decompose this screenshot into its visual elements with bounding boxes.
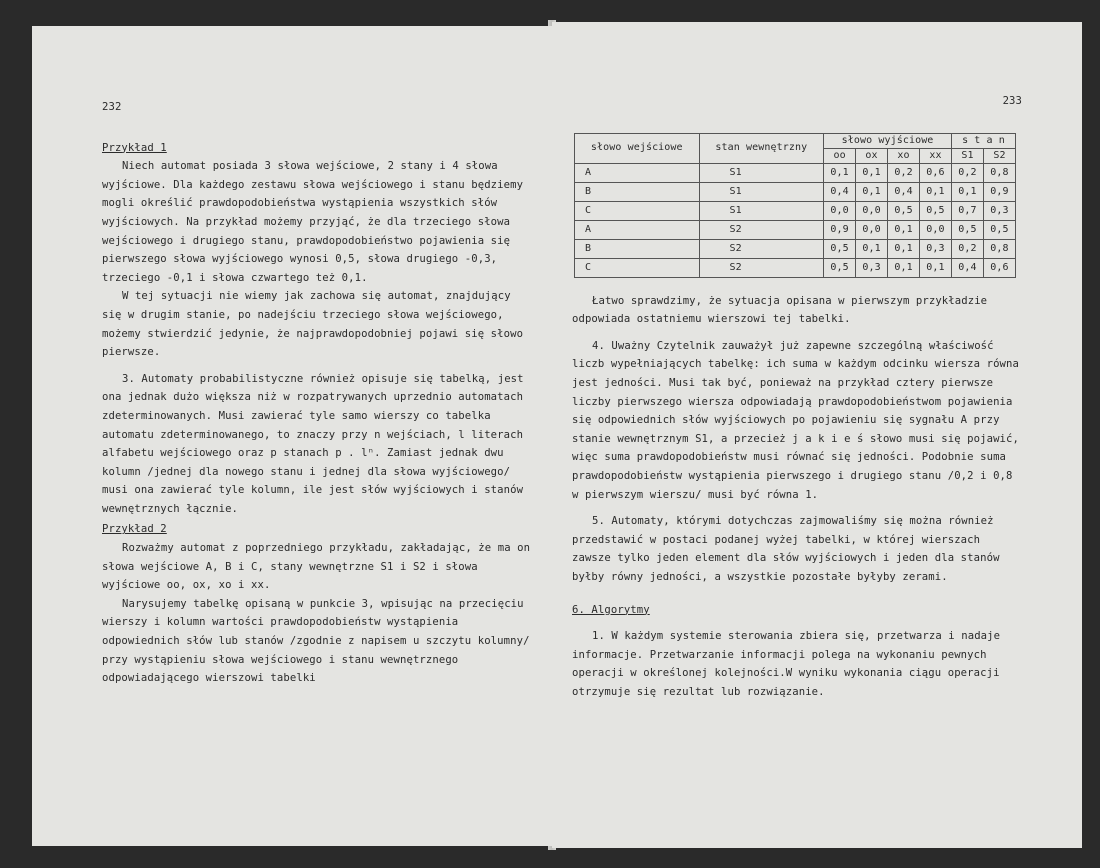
paragraph: Narysujemy tabelkę opisaną w punkcie 3, wpisując na przecięciu wierszy i kolumn wartości prawdopodobieństw wystąpienia odpowiednich słów lub stanów /zgodnie z napisem u szczytu kolumny/ przy wystąpieniu słowa wejściowego i stanu wewnętrznego odpowiadającego wierszowi tabelki	[102, 597, 530, 685]
table-cell: 0,1	[920, 182, 952, 201]
table-cell: 0,8	[983, 239, 1015, 258]
table-row	[575, 182, 1016, 201]
table-cell: 0,3	[920, 239, 952, 258]
table-cell: 0,6	[983, 258, 1015, 277]
table-cell: 0,1	[888, 239, 920, 258]
col-header: ox	[856, 148, 888, 163]
table-cell: 0,1	[824, 163, 856, 182]
table-cell: B	[575, 182, 700, 201]
probability-table	[574, 133, 1016, 278]
paragraph: Łatwo sprawdzimy, że sytuacja opisana w pierwszym przykładzie odpowiada ostatniemu wierszowi tej tabelki.	[572, 294, 988, 326]
table-cell: 0,8	[983, 163, 1015, 182]
paragraph: 1. W każdym systemie sterowania zbiera się, przetwarza i nadaje informacje. Przetwarzanie informacji polega na wykonaniu pewnych operacji w określonej kolejności.W wyniku wykonania ciągu operacji otrzymuje się rezultat lub rozwiązanie.	[572, 630, 1001, 698]
paragraph: 5. Automaty, którymi dotychczas zajmowaliśmy się można również przedstawić w postaci podanej wyżej tabelki, w której wierszach zawsze tylko jeden element dla słów wyjściowych i jeden dla stanów byłby równy jedności, a wszystkie pozostałe byłyby zerami.	[572, 515, 1000, 583]
header-output-word-group: słowo wyjściowe	[824, 133, 952, 148]
table-cell: 0,7	[951, 201, 983, 220]
table-cell: 0,6	[920, 163, 952, 182]
col-header: S1	[951, 148, 983, 163]
page-number: 233	[1002, 95, 1022, 107]
table-cell: 0,2	[951, 163, 983, 182]
table-cell: 0,1	[856, 239, 888, 258]
table-cell: 0,2	[888, 163, 920, 182]
table-cell: 0,9	[824, 220, 856, 239]
table-cell: 0,0	[920, 220, 952, 239]
table-cell: 0,0	[856, 201, 888, 220]
table-cell: 0,3	[856, 258, 888, 277]
paragraph: W tej sytuacji nie wiemy jak zachowa się automat, znajdujący się w drugim stanie, po nadejściu trzeciego słowa wejściowego, możemy stwierdzić jedynie, że najprawdopodobniej pojawi się słowo pierwsze.	[102, 290, 524, 359]
table-cell: S2	[699, 220, 824, 239]
table-cell: 0,5	[920, 201, 952, 220]
table-cell: 0,5	[983, 220, 1015, 239]
table-row	[575, 220, 1016, 239]
table-cell: 0,5	[888, 201, 920, 220]
table-cell: 0,3	[983, 201, 1015, 220]
table-row	[575, 239, 1016, 258]
table-cell: A	[575, 220, 700, 239]
table-cell: 0,4	[824, 182, 856, 201]
table-cell: 0,9	[983, 182, 1015, 201]
table-row	[575, 163, 1016, 182]
col-header: xo	[888, 148, 920, 163]
section-heading: Przykład 1	[102, 141, 167, 154]
paragraph: 3. Automaty probabilistyczne również opisuje się tabelką, jest ona jednak dużo większa niż w rozpatrywanych uprzednio automatach zdeterminowanych. Musi zawierać tyle samo wierszy co tabelka automatu zdeterminowanego, to znaczy przy n wejściach, l literach alfabetu wejściowego oraz p stanach p . lⁿ. Zamiast jednak dwu kolumn /jednej dla nowego stanu i jednej dla słowa wyjściowego/ musi ona zawierać tyle kolumn, ile jest słów wyjściowych i stanów wewnętrznych łącznie.	[102, 372, 524, 515]
table-cell: C	[575, 201, 700, 220]
table-cell: 0,0	[856, 220, 888, 239]
table-cell: 0,1	[920, 258, 952, 277]
table-cell: 0,2	[951, 239, 983, 258]
table-cell: 0,4	[888, 182, 920, 201]
table-cell: S2	[699, 239, 824, 258]
col-header: S2	[983, 148, 1015, 163]
section-heading: 6. Algorytmy	[572, 603, 650, 616]
table-cell: A	[575, 163, 700, 182]
paragraph: Niech automat posiada 3 słowa wejściowe, 2 stany i 4 słowa wyjściowe. Dla każdego zestawu słowa wejściowego i stanu będziemy mogli określić prawdopodobieństwa wystąpienia wszystkich słów wyjściowych. Na przykład możemy przyjąć, że dla trzeciego słowa wejściowego i drugiego stanu, prawdopodobieństwo pojawienia się pierwszego słowa wyjściowego wynosi 0,5, słowa drugiego -0,3, trzeciego -0,1 i słowa czwartego też 0,1.	[102, 160, 524, 284]
header-state-group: s t a n	[951, 133, 1015, 148]
table-cell: 0,1	[856, 163, 888, 182]
table-cell: 0,1	[888, 258, 920, 277]
table-cell: S2	[699, 258, 824, 277]
table-cell: S1	[699, 163, 824, 182]
table-cell: 0,1	[856, 182, 888, 201]
table-row	[575, 258, 1016, 277]
table-cell: 0,1	[951, 182, 983, 201]
col-header: xx	[920, 148, 952, 163]
paragraph: 4. Uważny Czytelnik zauważył już zapewne szczególną właściwość liczb wypełniających tabelkę: ich suma w każdym odcinku wiersza równa jest jedności. Musi tak być, ponieważ na przykład cztery pierwsze liczby pierwszego wiersza odpowiadają prawdopodobieństwom pojawienia się odpowiednich słów wyjściowych po pojawieniu się sygnału A przy stanie wewnętrznym S1, a przecież j a k i e ś słowo musi się pojawić, więc suma prawdopodobieństw musi równać się jedności. Podobnie suma prawdopodobieństw wystąpienia pierwszego i drugiego stanu /0,2 i 0,8 w pierwszym wierszu/ musi być równa 1.	[572, 339, 1019, 501]
paragraph: Rozważmy automat z poprzedniego przykładu, zakładając, że ma on słowa wejściowe A, B i C, stany wewnętrzne S1 i S2 i słowa wyjściowe oo, ox, xo i xx.	[102, 542, 531, 592]
table-cell: S1	[699, 182, 824, 201]
table-cell: B	[575, 239, 700, 258]
table-cell: S1	[699, 201, 824, 220]
header-internal-state: stan wewnętrzny	[699, 133, 824, 163]
section-heading: Przykład 2	[102, 523, 167, 536]
table-cell: C	[575, 258, 700, 277]
table-cell: 0,1	[888, 220, 920, 239]
table-cell: 0,4	[951, 258, 983, 277]
table-cell: 0,5	[951, 220, 983, 239]
left-page	[32, 26, 552, 846]
table-cell: 0,5	[824, 239, 856, 258]
header-input-word: słowo wejściowe	[575, 133, 700, 163]
table-cell: 0,0	[824, 201, 856, 220]
table-cell: 0,5	[824, 258, 856, 277]
table-row	[575, 201, 1016, 220]
page-number: 232	[102, 101, 122, 113]
col-header: oo	[824, 148, 856, 163]
right-page	[552, 22, 1082, 848]
